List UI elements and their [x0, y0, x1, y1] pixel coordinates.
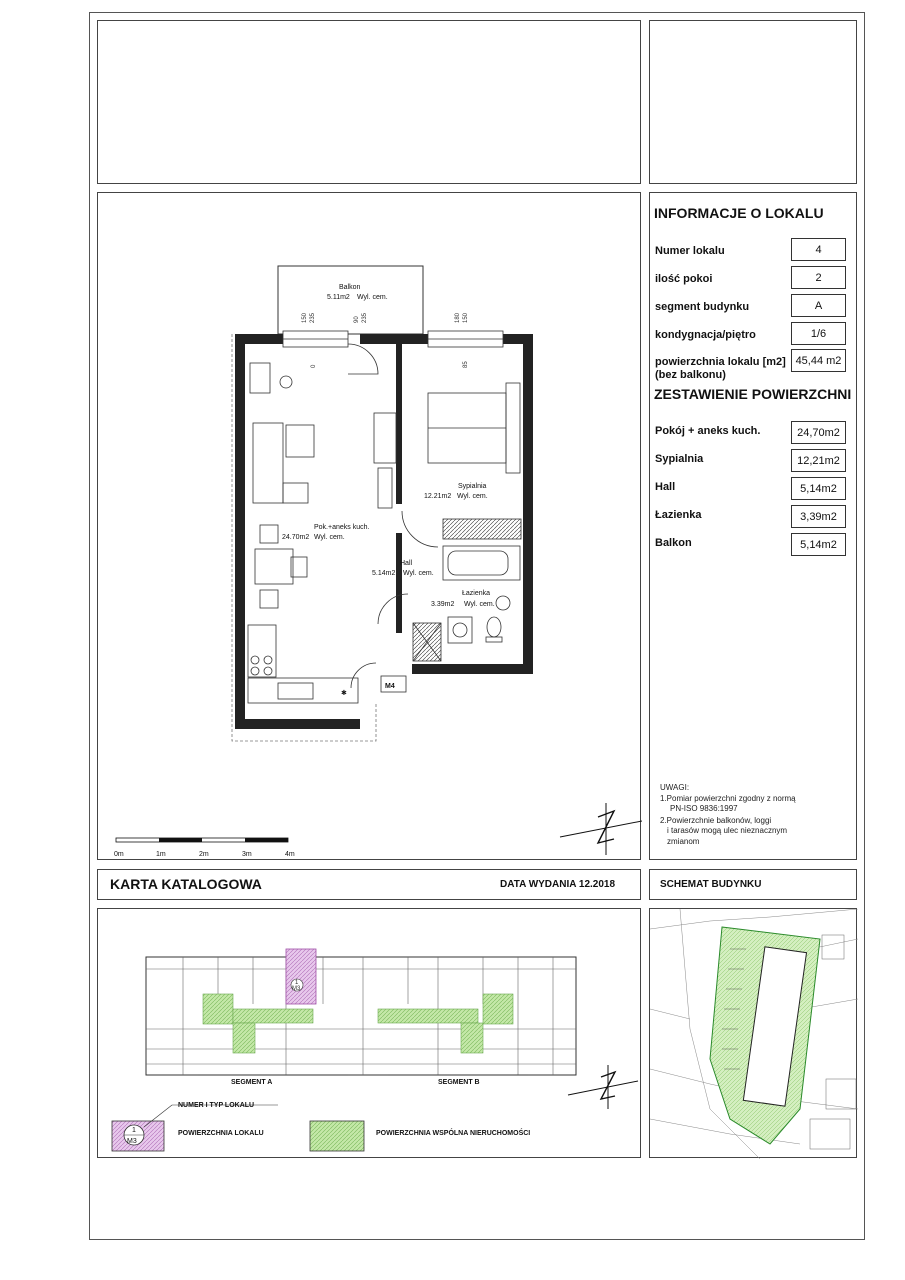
north-arrow-icon: [568, 1065, 638, 1109]
unit-tag: M4: [385, 683, 395, 690]
info-label-kondygnacja: kondygnacja/piętro: [655, 329, 756, 341]
summary-value-sypialnia: 12,21m2: [791, 449, 846, 472]
catalog-title: KARTA KATALOGOWA: [110, 876, 262, 892]
dim-text: 90: [354, 316, 360, 323]
notes-line: PN-ISO 9836:1997: [670, 804, 738, 813]
segment-b-label: SEGMENT B: [438, 1079, 480, 1086]
notes-line: zmianom: [667, 837, 700, 846]
summary-label-balkon: Balkon: [655, 537, 692, 549]
living-furniture: [248, 363, 396, 703]
bedroom-floor: Wyl. cem.: [457, 493, 488, 500]
legend-wspolna-label: POWIERZCHNIA WSPÓLNA NIERUCHOMOŚCI: [376, 1130, 531, 1137]
bedroom-area: 12.21m2: [424, 493, 452, 500]
summary-value-balkon: 5,14m2: [791, 533, 846, 556]
hall-area: 5.14m2: [372, 570, 396, 577]
info-value-segment: A: [791, 294, 846, 317]
scale-tick: 3m: [242, 851, 252, 858]
scale-tick: 1m: [156, 851, 166, 858]
dim-text: 150: [302, 312, 308, 323]
summary-title: ZESTAWIENIE POWIERZCHNI: [654, 386, 852, 402]
svg-text:✱: ✱: [341, 690, 347, 697]
issue-date: DATA WYDANIA 12.2018: [500, 879, 616, 890]
legend-numer-label: NUMER I TYP LOKALU: [178, 1102, 255, 1109]
building-plan-box: [97, 908, 641, 1158]
selected-unit: [286, 949, 316, 1004]
summary-label-sypialnia: Sypialnia: [655, 453, 704, 465]
unit-marker-top: 1: [295, 980, 299, 986]
info-value-numer: 4: [791, 238, 846, 261]
info-value-powierzchnia: 45,44 m2: [791, 349, 846, 372]
legend-lokal-label: POWIERZCHNIA LOKALU: [178, 1130, 264, 1137]
hall-label: Hall: [400, 560, 413, 567]
balcony-floor: Wyl. cem.: [357, 294, 388, 301]
hall-floor: Wyl. cem.: [403, 570, 434, 577]
segment-a-label: SEGMENT A: [231, 1079, 273, 1086]
living-area: 24.70m2: [282, 534, 310, 541]
bathroom-label: Łazienka: [462, 590, 491, 597]
scale-tick: 0m: [114, 851, 124, 858]
summary-label-lazienka: Łazienka: [655, 509, 702, 521]
site-plan: [650, 909, 858, 1159]
scale-tick: 2m: [199, 851, 209, 858]
site-plan-box: [649, 908, 857, 1158]
balcony-area: 5.11m2: [327, 294, 350, 301]
balcony-outline: [278, 266, 423, 334]
info-label-powierzchnia-2: (bez balkonu): [655, 369, 726, 381]
dim-text: 150: [463, 312, 469, 323]
summary-value-hall: 5,14m2: [791, 477, 846, 500]
summary-value-lazienka: 3,39m2: [791, 505, 846, 528]
living-floor: Wyl. cem.: [314, 534, 345, 541]
bedroom-furniture: [428, 383, 521, 539]
info-label-numer: Numer lokalu: [655, 245, 725, 257]
info-label-pokoi: ilość pokoi: [655, 273, 713, 285]
notes-line: i tarasów mogą ulec nieznacznym: [667, 826, 788, 835]
notes-line: 1.Pomiar powierzchni zgodny z normą: [660, 794, 796, 803]
legend-common-swatch: [310, 1121, 364, 1151]
north-arrow-icon: [560, 803, 642, 855]
top-left-box: [97, 20, 641, 184]
scale-tick: 4m: [285, 851, 295, 858]
building-plan: [98, 909, 642, 1159]
info-label-segment: segment budynku: [655, 301, 750, 313]
summary-label-pokoj: Pokój + aneks kuch.: [655, 425, 761, 437]
info-value-pokoi: 2: [791, 266, 846, 289]
unit-marker-bottom: M3: [292, 986, 301, 992]
bathroom-floor: Wyl. cem.: [464, 601, 495, 608]
dim-text: 180: [455, 312, 461, 323]
floor-plan-box: [97, 192, 641, 860]
dim-text: 85: [463, 361, 469, 368]
legend-marker-top: 1: [132, 1127, 136, 1134]
notes-line: 2.Powierzchnie balkonów, loggi: [660, 816, 772, 825]
info-value-kondygnacja: 1/6: [791, 322, 846, 345]
info-title: INFORMACJE O LOKALU: [654, 205, 824, 221]
bedroom-label: Sypialnia: [458, 483, 487, 490]
legend-marker-bottom: M3: [127, 1138, 137, 1145]
dim-text: 235: [310, 312, 316, 323]
info-label-powierzchnia: powierzchnia lokalu [m2]: [655, 356, 786, 368]
bathroom-area: 3.39m2: [431, 601, 455, 608]
schema-title: SCHEMAT BUDYNKU: [660, 879, 762, 890]
dim-text: 0: [311, 364, 317, 368]
summary-value-pokoj: 24,70m2: [791, 421, 846, 444]
top-right-box: [649, 20, 857, 184]
living-label: Pok.+aneks kuch.: [314, 524, 370, 531]
balcony-label: Balkon: [339, 284, 361, 291]
scale-bar: [116, 838, 288, 842]
notes-title: UWAGI:: [660, 783, 690, 792]
dim-text: 235: [362, 312, 368, 323]
summary-label-hall: Hall: [655, 481, 676, 493]
floor-plan: [98, 193, 642, 861]
